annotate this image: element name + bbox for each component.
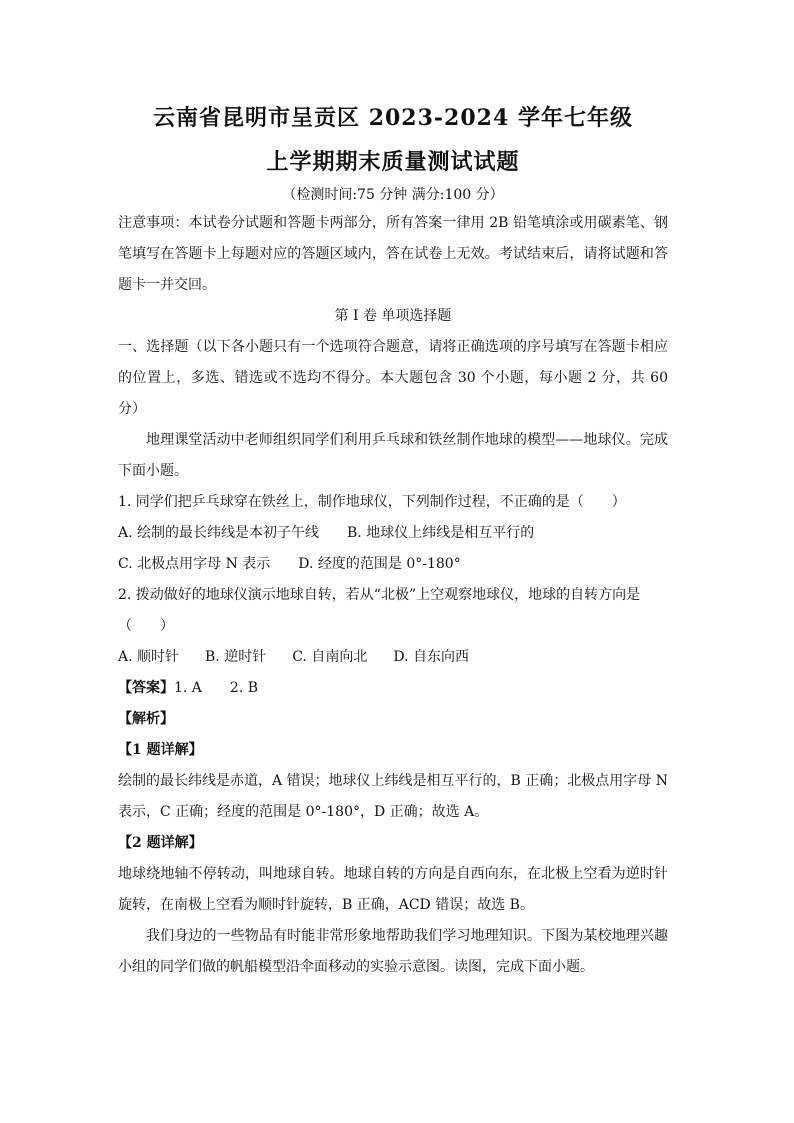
- question-1-options-row2: [118, 549, 668, 580]
- question-2-option-d: D. 自东向西: [393, 649, 469, 665]
- question-2-option-b: B. 逆时针: [205, 649, 267, 665]
- passage-2: 我们身边的一些物品有时能非常形象地帮助我们学习地理知识。下图为某校地理兴趣小组的同学们做的帆船模型沿伞面移动的实验示意图。读图，完成下面小题。: [118, 928, 668, 975]
- notice-paragraph: 注意事项：本试卷分试题和答题卡两部分，所有答案一律用 2B 铅笔填涂或用碳素笔、钢笔填写在答题卡上每题对应的答题区域内，答在试卷上无效。考试结束后，请将试题和答题卡一并交回。: [118, 215, 668, 293]
- question-2-stem-tail: （ ）: [118, 618, 174, 634]
- answer-label: 【答案】: [118, 680, 174, 696]
- exam-title-line2: 上学期期末质量测试试题: [266, 149, 520, 175]
- detail-1-label: 【1 题详解】: [118, 742, 203, 758]
- analysis-label: 【解析】: [118, 711, 174, 727]
- question-1-options-row1: [118, 518, 668, 549]
- exam-duration-score: （检测时间:75 分钟 满分:100 分）: [282, 187, 504, 203]
- question-1-option-a: A. 绘制的最长纬线是本初子午线: [118, 525, 320, 541]
- question-2-options: [118, 642, 668, 673]
- part-intro: 一、选择题（以下各小题只有一个选项符合题意，请将正确选项的序号填写在答题卡相应的位置上，多选、错选或不选均不得分。本大题包含 30 个小题，每小题 2 分，共 60 分）: [118, 339, 668, 417]
- detail-2-text: 地球绕地轴不停转动，叫地球自转。地球自转的方向是自西向东，在北极上空看为逆时针旋转，在南极上空看为顺时针旋转，B 正确，ACD 错误；故选 B。: [118, 866, 668, 913]
- answer-item-1: 1. A: [174, 680, 202, 696]
- answer-item-2: 2. B: [229, 680, 259, 696]
- question-1-option-b: B. 地球仪上纬线是相互平行的: [347, 525, 535, 541]
- question-2-option-c: C. 自南向北: [292, 649, 368, 665]
- question-2-option-a: A. 顺时针: [118, 649, 180, 665]
- exam-title-line1: 云南省昆明市呈贡区 2023-2024 学年七年级: [153, 105, 633, 131]
- question-1-stem: 1. 同学们把乒乓球穿在铁丝上，制作地球仪，下列制作过程，不正确的是（ ）: [118, 494, 626, 510]
- detail-2-label: 【2 题详解】: [118, 835, 203, 851]
- section-heading: 第 I 卷 单项选择题: [334, 308, 452, 324]
- detail-1-text: 绘制的最长纬线是赤道，A 错误；地球仪上纬线是相互平行的，B 正确；北极点用字母 N 表示，C 正确；经度的范围是 0°-180°，D 正确；故选 A。: [118, 773, 668, 820]
- answer-line: [118, 673, 668, 704]
- question-1-option-d: D. 经度的范围是 0°-180°: [298, 556, 461, 572]
- question-1-option-c: C. 北极点用字母 N 表示: [118, 556, 271, 572]
- exam-content: [118, 100, 668, 983]
- question-2-stem: 2. 拨动做好的地球仪演示地球自转，若从“北极”上空观察地球仪，地球的自转方向是: [118, 587, 641, 603]
- passage-1: 地理课堂活动中老师组织同学们利用乒乓球和铁丝制作地球的模型——地球仪。完成下面小题。: [118, 432, 668, 479]
